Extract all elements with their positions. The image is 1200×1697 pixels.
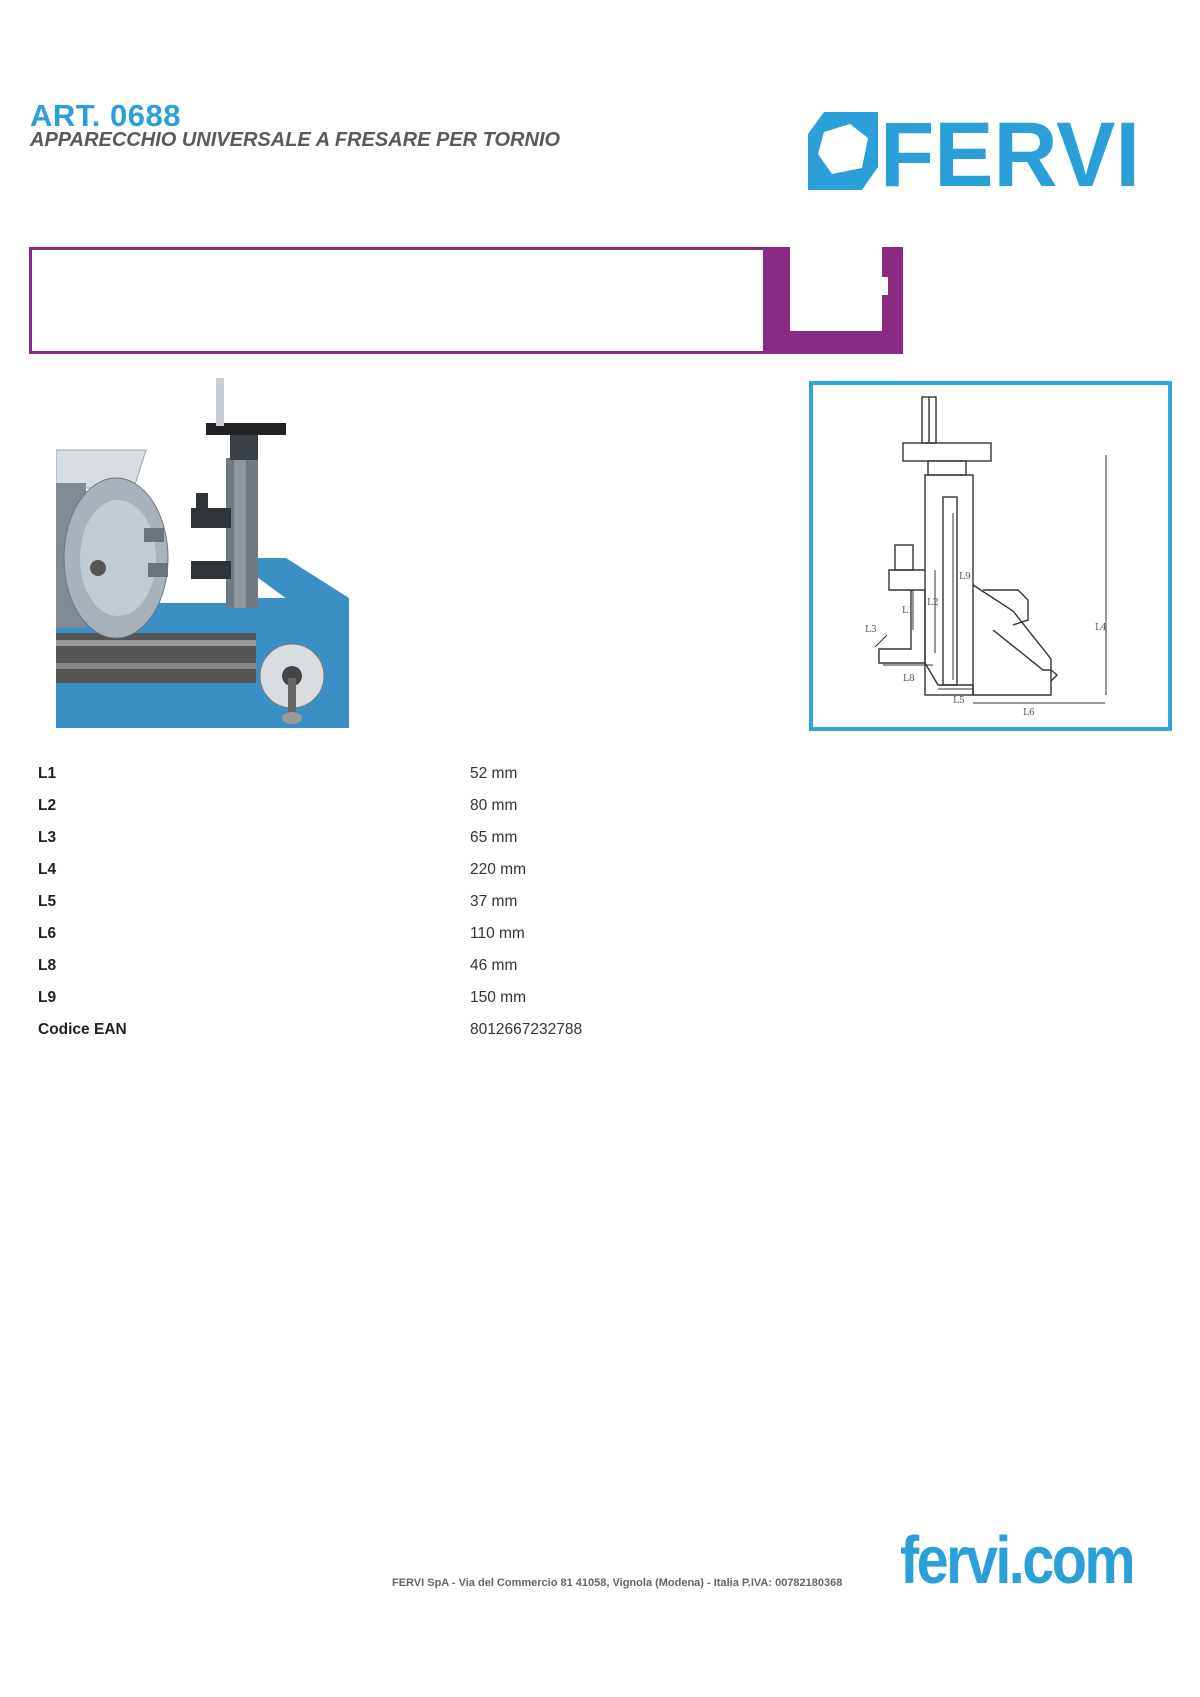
dim-label-l8: L8 — [903, 674, 915, 684]
company-address: FERVI SpA - Via del Commercio 81 41058, Vignola (Modena) - Italia P.IVA: 00782180368 — [392, 1577, 843, 1589]
spec-value: 65 mm — [470, 829, 518, 846]
product-photo — [56, 378, 349, 728]
spec-label: L2 — [38, 797, 57, 814]
website-link[interactable]: fervi.com — [900, 1523, 1133, 1598]
spec-value: 37 mm — [470, 893, 518, 910]
fervi-logo — [808, 112, 1142, 190]
spec-value: 80 mm — [470, 797, 518, 814]
spec-row — [38, 956, 638, 988]
spec-table — [38, 764, 638, 1052]
spec-label: L4 — [38, 861, 57, 878]
spec-value: 8012667232788 — [470, 1021, 583, 1038]
spec-value: 52 mm — [470, 765, 518, 782]
spec-row — [38, 988, 638, 1020]
spec-label: L1 — [38, 765, 57, 782]
dim-label-l9: L9 — [959, 572, 971, 582]
category-banner — [29, 247, 903, 354]
spec-label: L6 — [38, 925, 57, 942]
spec-label: L8 — [38, 957, 57, 974]
spec-value: 150 mm — [470, 989, 526, 1006]
product-title: APPARECCHIO UNIVERSALE A FRESARE PER TORNIO — [30, 129, 561, 151]
spec-row — [38, 828, 638, 860]
article-code: ART. 0688 — [30, 98, 181, 133]
spec-row — [38, 860, 638, 892]
dim-label-l4: L4 — [1095, 623, 1107, 633]
spec-label: L3 — [38, 829, 57, 846]
dim-label-l2: L2 — [927, 598, 939, 608]
spec-row — [38, 892, 638, 924]
spec-value: 46 mm — [470, 957, 518, 974]
dim-label-l5: L5 — [953, 696, 965, 706]
spec-label: Codice EAN — [38, 1021, 127, 1038]
spec-label: L9 — [38, 989, 57, 1006]
dim-label-l1: L1 — [902, 606, 914, 616]
spec-row — [38, 796, 638, 828]
technical-diagram — [809, 381, 1172, 731]
spec-value: 110 mm — [470, 925, 525, 942]
dim-label-l3: L3 — [865, 625, 877, 635]
spec-row — [38, 1020, 638, 1052]
dim-label-l6: L6 — [1023, 708, 1035, 718]
spec-label: L5 — [38, 893, 57, 910]
logo-wordmark: FERVI — [880, 112, 1140, 190]
dimension-drawing — [813, 385, 1168, 727]
spec-row — [38, 764, 638, 796]
spec-value: 220 mm — [470, 861, 526, 878]
spec-row — [38, 924, 638, 956]
banner-tab-notch — [790, 247, 882, 331]
